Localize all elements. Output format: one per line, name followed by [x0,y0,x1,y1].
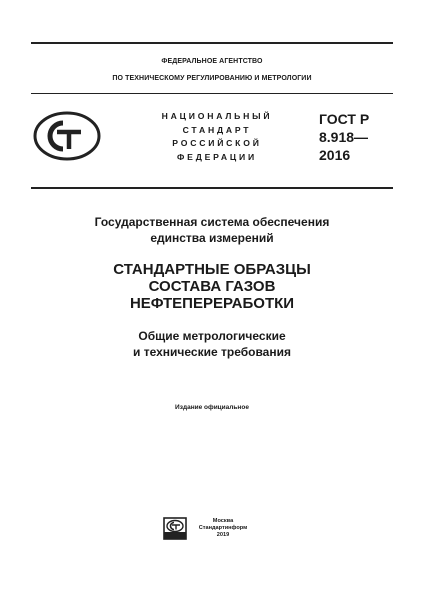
publisher-block [193,518,253,540]
sub-title [0,328,424,360]
main-title-line-3: НЕФТЕПЕРЕРАБОТКИ [129,295,295,312]
gost-emblem-icon [33,111,101,161]
standard-code-line-1: ГОСТ Р [319,111,370,127]
agency-name-line-1: ФЕДЕРАЛЬНОЕ АГЕНТСТВО [161,58,263,65]
sub-title-line-1: Общие метрологические [138,329,286,343]
series-title-line-2: единства измерений [150,231,274,245]
main-title [0,261,424,312]
main-title-line-2: СОСТАВА ГАЗОВ [148,278,276,295]
standard-type-line-2: СТАНДАРТ [182,124,252,135]
standard-type-line-3: РОССИЙСКОЙ [172,138,262,148]
agency-name-line-2: ПО ТЕХНИЧЕСКОМУ РЕГУЛИРОВАНИЮ И МЕТРОЛОГИИ [112,75,312,82]
top-rule [31,42,393,44]
series-title-line-1: Государственная система обеспечения [94,215,330,229]
bottom-rule [31,187,393,189]
series-title [0,214,424,246]
standard-code-line-3: 2016 [319,147,351,163]
standard-type-line-1: НАЦИОНАЛЬНЫЙ [161,111,273,121]
publisher-city: Москва [212,518,234,524]
standartinform-logo-icon [163,517,187,540]
standard-type-line-4: ФЕДЕРАЦИИ [177,151,257,162]
middle-rule [31,93,393,94]
publisher-year: 2019 [216,532,230,539]
national-standard-label [148,110,286,164]
publisher-name: Стандартинформ [198,525,248,532]
standard-code [319,110,369,164]
sub-title-line-2: и технические требования [133,345,291,359]
main-title-line-1: СТАНДАРТНЫЕ ОБРАЗЦЫ [113,261,311,278]
edition-label: Издание официальное [175,404,249,411]
standard-code-line-2: 8.918— [319,129,369,145]
